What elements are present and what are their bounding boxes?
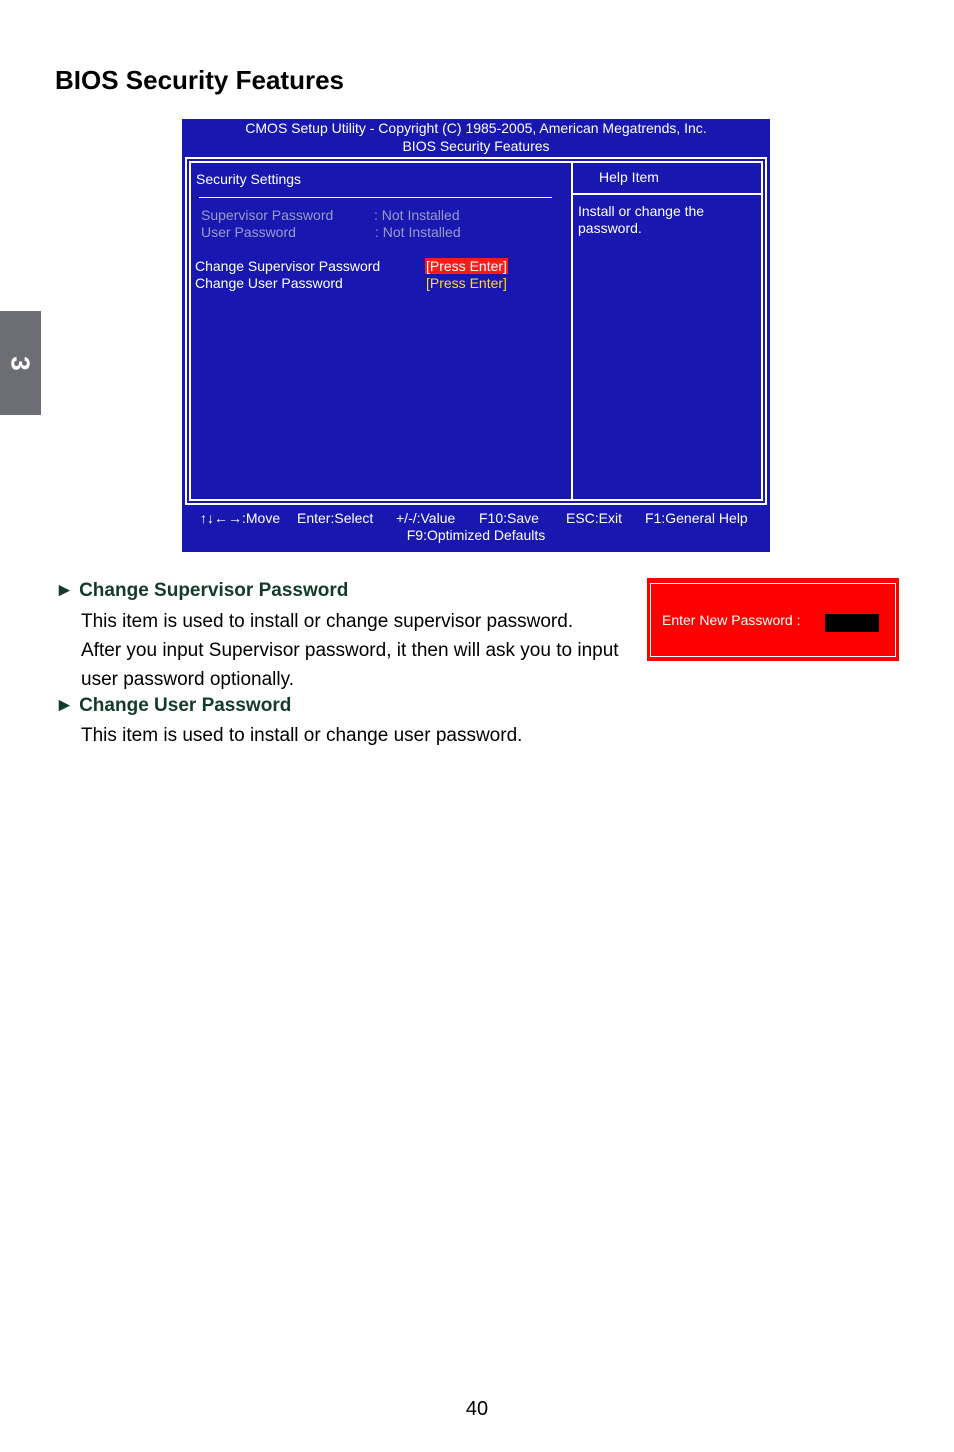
- description-line: This item is used to install or change user password.: [81, 725, 523, 746]
- key-value: +/-/:Value: [396, 510, 456, 526]
- description-line: After you input Supervisor password, it then will ask you to input: [81, 640, 619, 661]
- key-move: ↑↓←→:Move: [200, 510, 281, 526]
- item-heading-supervisor: ► Change Supervisor Password: [55, 580, 349, 601]
- user-password-status-value: : Not Installed: [375, 224, 461, 240]
- page-number: 40: [465, 1398, 489, 1420]
- help-pane: [573, 163, 761, 499]
- help-header: [573, 163, 761, 195]
- bios-frame: [185, 157, 767, 505]
- section-divider: [199, 197, 552, 198]
- bios-screenshot: [182, 119, 770, 552]
- key-select: Enter:Select: [297, 510, 374, 526]
- bios-screen-title: BIOS Security Features: [402, 138, 550, 154]
- password-dialog-frame: [650, 583, 896, 657]
- press-enter-selected[interactable]: [Press Enter]: [426, 258, 507, 274]
- description-line: user password optionally.: [81, 669, 294, 690]
- change-user-password-value[interactable]: [425, 275, 508, 292]
- key-help: F1:General Help: [645, 510, 748, 526]
- bios-inner-frame: [189, 161, 763, 501]
- supervisor-password-status-label: Supervisor Password: [201, 207, 334, 223]
- password-dialog: [647, 578, 899, 661]
- item-description-user: [81, 721, 641, 750]
- chapter-number: 3: [6, 355, 36, 371]
- password-input[interactable]: [825, 614, 879, 632]
- password-prompt-label: Enter New Password :: [662, 612, 801, 628]
- section-title: Security Settings: [196, 171, 302, 187]
- page-title: BIOS Security Features: [55, 65, 344, 95]
- user-password-status-label: User Password: [201, 224, 296, 240]
- item-description-supervisor: [81, 607, 641, 694]
- supervisor-password-status-value: : Not Installed: [374, 207, 460, 223]
- key-save: F10:Save: [479, 510, 539, 526]
- chapter-tab: [0, 311, 41, 415]
- bios-copyright: CMOS Setup Utility - Copyright (C) 1985-2005, American Megatrends, Inc.: [245, 120, 707, 136]
- help-text-line: Install or change the: [578, 203, 705, 219]
- change-supervisor-password-value[interactable]: [425, 258, 508, 275]
- key-exit: ESC:Exit: [566, 510, 623, 526]
- description-line: This item is used to install or change supervisor password.: [81, 611, 574, 632]
- settings-pane: [191, 163, 573, 499]
- change-user-password-option[interactable]: Change User Password: [195, 275, 343, 291]
- change-supervisor-password-option[interactable]: Change Supervisor Password: [195, 258, 381, 274]
- bios-key-legend: [182, 510, 770, 544]
- help-title: Help Item: [599, 169, 659, 185]
- press-enter[interactable]: [Press Enter]: [426, 275, 507, 291]
- key-defaults: F9:Optimized Defaults: [406, 527, 546, 543]
- item-heading-user: ► Change User Password: [55, 695, 292, 716]
- help-text-line: password.: [578, 220, 642, 236]
- help-text: [578, 203, 753, 237]
- bios-header: [182, 119, 770, 155]
